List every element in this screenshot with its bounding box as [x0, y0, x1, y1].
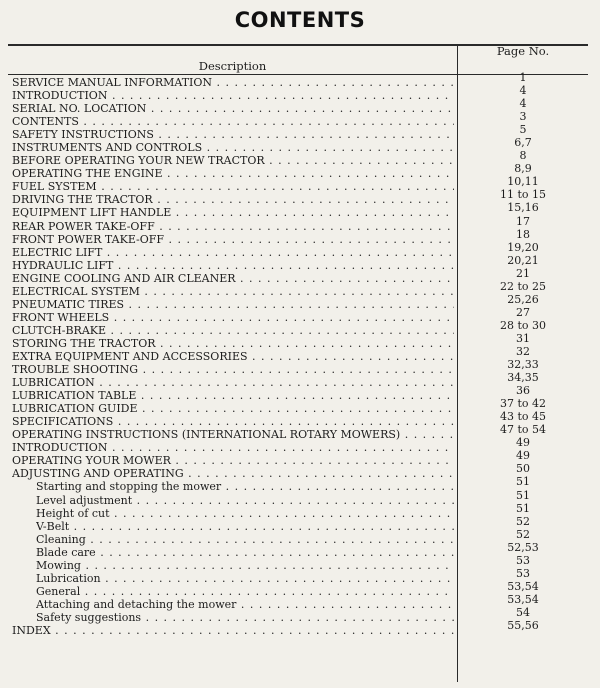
entry-description-text: PNEUMATIC TIRES — [12, 297, 125, 311]
entry-description — [12, 428, 454, 441]
entry-description — [12, 259, 454, 272]
page-column-header: Page No. — [496, 44, 550, 58]
entry-description — [12, 624, 454, 637]
entry-page-number: 28 to 30 — [499, 318, 547, 332]
entry-page-number: 53,54 — [507, 579, 539, 593]
entry-page-number: 37 to 42 — [499, 397, 547, 411]
entry-description-text: ENGINE COOLING AND AIR CLEANER — [12, 271, 236, 285]
entry-description — [12, 206, 454, 219]
entry-description — [12, 220, 454, 233]
entry-description — [36, 520, 454, 533]
entry-description-text: Level adjustment — [36, 493, 133, 507]
entry-page-number: 4 — [519, 97, 527, 111]
entry-description-text: General — [36, 584, 81, 598]
entry-description — [12, 454, 454, 467]
contents-table — [8, 44, 588, 682]
entry-description — [12, 141, 454, 154]
entry-page-number: 51 — [516, 501, 530, 515]
entry-page-number: 17 — [516, 214, 530, 228]
entry-page-number: 51 — [516, 488, 530, 502]
entry-page-number: 20,21 — [507, 253, 539, 267]
entry-description — [12, 193, 454, 206]
entry-description-text: OPERATING YOUR MOWER — [12, 454, 171, 468]
contents-entries — [8, 71, 588, 637]
entry-description-text: Cleaning — [36, 532, 86, 546]
entry-description — [12, 402, 454, 415]
entry-page-number: 53 — [516, 553, 530, 567]
entry-description — [12, 324, 454, 337]
entry-description-text: EQUIPMENT LIFT HANDLE — [12, 206, 172, 220]
entry-page-number: 25,26 — [507, 292, 539, 306]
entry-description-text: ELECTRIC LIFT — [12, 245, 103, 259]
entry-description-text: V-Belt — [36, 519, 70, 533]
entry-description-text: LUBRICATION — [12, 376, 95, 390]
entry-description-text: LUBRICATION GUIDE — [12, 402, 138, 416]
entry-description — [36, 494, 454, 507]
entry-description — [12, 298, 454, 311]
entry-description-text: HYDRAULIC LIFT — [12, 258, 114, 272]
entry-page-number: 1 — [519, 71, 527, 84]
entry-description-text: CLUTCH-BRAKE — [12, 323, 107, 337]
entry-description-text: TROUBLE SHOOTING — [12, 363, 139, 377]
entry-description-text: INSTRUMENTS AND CONTROLS — [12, 141, 203, 155]
entry-description-text: INDEX — [12, 623, 51, 637]
contents-row — [8, 618, 588, 637]
entry-description-text: ADJUSTING AND OPERATING — [12, 467, 184, 481]
entry-page-number: 3 — [519, 110, 527, 124]
entry-description-text: Safety suggestions — [36, 610, 142, 624]
entry-page-number: 6,7 — [514, 136, 532, 150]
entry-description-text: BEFORE OPERATING YOUR NEW TRACTOR — [12, 154, 265, 168]
description-column-header: Description — [198, 59, 267, 73]
entry-description — [12, 89, 454, 102]
entry-description-text: REAR POWER TAKE-OFF — [12, 219, 155, 233]
entry-page-number: 49 — [516, 436, 530, 450]
entry-description-text: SPECIFICATIONS — [12, 415, 114, 429]
entry-page-number: 55,56 — [507, 618, 539, 632]
entry-description — [36, 480, 454, 493]
entry-page-number: 31 — [516, 331, 530, 345]
entry-description — [12, 363, 454, 376]
entry-description — [12, 76, 454, 89]
entry-description — [36, 507, 454, 520]
entry-page-number: 53,54 — [507, 592, 539, 606]
entry-page-number: 22 to 25 — [499, 279, 547, 293]
entry-description-text: Starting and stopping the mower — [36, 480, 222, 494]
entry-page-number: 52 — [516, 514, 530, 528]
entry-description — [12, 167, 454, 180]
entry-page-number: 52,53 — [507, 540, 539, 554]
page-title: CONTENTS — [234, 8, 366, 32]
entry-description-text: OPERATING INSTRUCTIONS (INTERNATIONAL ROTARY MOWERS) — [12, 428, 401, 442]
entry-page-number: 8 — [519, 149, 527, 163]
entry-description — [36, 598, 454, 611]
entry-description-text: INTRODUCTION — [12, 89, 108, 103]
entry-description-text: Blade care — [36, 545, 96, 559]
entry-description — [12, 441, 454, 454]
entry-description — [12, 154, 454, 167]
entry-description — [36, 559, 454, 572]
entry-description — [12, 285, 454, 298]
entry-description-text: Lubrication — [36, 571, 101, 585]
entry-description-text: SERIAL NO. LOCATION — [12, 102, 147, 116]
entry-description — [12, 415, 454, 428]
entry-description — [36, 572, 454, 585]
entry-description-text: OPERATING THE ENGINE — [12, 167, 163, 181]
entry-page-number: 10,11 — [507, 175, 539, 189]
entry-description — [12, 272, 454, 285]
entry-description-text: Attaching and detaching the mower — [36, 597, 237, 611]
entry-page-number: 11 to 15 — [499, 188, 547, 202]
entry-page-number: 51 — [516, 475, 530, 489]
entry-description — [12, 246, 454, 259]
entry-description-text: STORING THE TRACTOR — [12, 336, 156, 350]
entry-page-number: 36 — [516, 384, 530, 398]
entry-description — [12, 233, 454, 246]
entry-page-number: 27 — [516, 305, 530, 319]
entry-description-text: CONTENTS — [12, 115, 79, 129]
entry-description — [12, 102, 454, 115]
entry-description-text: Height of cut — [36, 506, 110, 520]
entry-page-number: 4 — [519, 84, 527, 98]
entry-page-number: 19,20 — [507, 240, 539, 254]
entry-description-text: ELECTRICAL SYSTEM — [12, 284, 140, 298]
entry-page-number: 15,16 — [507, 201, 539, 215]
entry-page-number: 34,35 — [507, 371, 539, 385]
entry-page-number: 32,33 — [507, 358, 539, 372]
entry-description — [12, 180, 454, 193]
entry-description — [12, 128, 454, 141]
entry-description — [12, 115, 454, 128]
entry-page-number: 54 — [516, 605, 530, 619]
entry-description — [12, 311, 454, 324]
entry-description — [36, 611, 454, 624]
entry-description-text: LUBRICATION TABLE — [12, 389, 137, 403]
entry-description-text: EXTRA EQUIPMENT AND ACCESSORIES — [12, 349, 248, 363]
entry-page-number: 49 — [516, 449, 530, 463]
entry-description — [36, 546, 454, 559]
entry-page-number: 5 — [519, 123, 527, 137]
entry-description-text: FUEL SYSTEM — [12, 180, 97, 194]
entry-page-number: 52 — [516, 527, 530, 541]
entry-page-number: 53 — [516, 566, 530, 580]
entry-page-number: 32 — [516, 344, 530, 358]
entry-description — [36, 533, 454, 546]
entry-description — [36, 585, 454, 598]
entry-description — [12, 337, 454, 350]
entry-description — [12, 467, 454, 480]
entry-description-text: SAFETY INSTRUCTIONS — [12, 128, 154, 142]
entry-page-number: 21 — [516, 266, 530, 280]
entry-page-number: 18 — [516, 227, 530, 241]
entry-description — [12, 389, 454, 402]
entry-description — [12, 376, 454, 389]
entry-page-number: 47 to 54 — [499, 423, 547, 437]
entry-description-text: Mowing — [36, 558, 81, 572]
entry-description-text: INTRODUCTION — [12, 441, 108, 455]
entry-page-number: 50 — [516, 462, 530, 476]
entry-description-text: FRONT POWER TAKE-OFF — [12, 232, 165, 246]
entry-description-text: SERVICE MANUAL INFORMATION — [12, 76, 213, 89]
entry-description-text: FRONT WHEELS — [12, 310, 110, 324]
entry-description-text: DRIVING THE TRACTOR — [12, 193, 153, 207]
entry-description — [12, 350, 454, 363]
entry-page-number: 43 to 45 — [499, 410, 547, 424]
entry-page-number: 8,9 — [514, 162, 532, 176]
